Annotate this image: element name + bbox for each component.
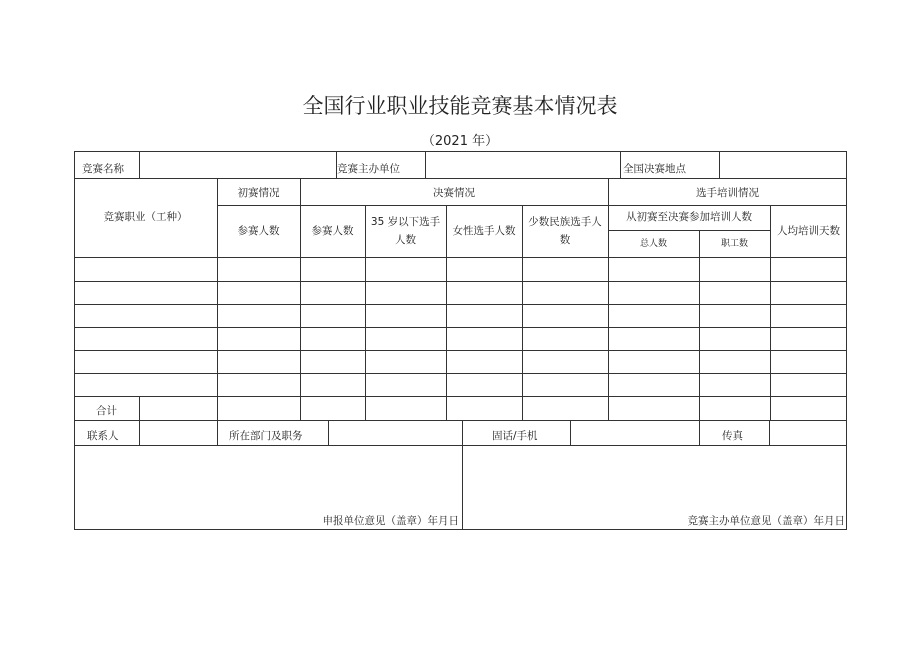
contest-name-label: 竞赛名称 <box>82 163 124 175</box>
prelim-header: 初赛情况 <box>237 187 280 199</box>
prelim-participants-header: 参赛人数 <box>237 225 280 237</box>
female-header: 女性选手人数 <box>452 225 516 237</box>
phone-label: 固话/手机 <box>492 430 538 442</box>
avg-training-days-header: 人均培训天数 <box>777 225 840 237</box>
training-header: 选手培训情况 <box>696 187 759 199</box>
organizer-opinion-label: 竞赛主办单位意见（盖章）年月日 <box>687 515 845 527</box>
page-title: 全国行业职业技能竞赛基本情况表 <box>302 94 618 118</box>
contact-label: 联系人 <box>87 430 119 442</box>
organizer-label: 竞赛主办单位 <box>337 163 400 175</box>
total-row-label: 合计 <box>96 405 117 417</box>
total-trained-header: 总人数 <box>639 239 667 249</box>
minority-header-line2: 数 <box>559 234 571 246</box>
under35-header-line1: 35 岁以下选手 <box>370 216 441 228</box>
final-location-label: 全国决赛地点 <box>623 163 686 175</box>
form-year: （2021 年） <box>421 134 499 149</box>
applicant-opinion-label: 申报单位意见（盖章）年月日 <box>322 515 459 527</box>
trained-from-prelim-header: 从初赛至决赛参加培训人数 <box>626 211 752 223</box>
occupation-header: 竞赛职业（工种） <box>103 211 188 223</box>
department-label: 所在部门及职务 <box>229 430 303 442</box>
workers-header: 职工数 <box>720 239 748 249</box>
fax-label: 传真 <box>722 430 743 442</box>
minority-header-line1: 少数民族选手人 <box>528 216 602 228</box>
under35-header-line2: 人数 <box>395 234 416 246</box>
final-participants-header: 参赛人数 <box>311 225 354 237</box>
final-header: 决赛情况 <box>433 187 475 199</box>
